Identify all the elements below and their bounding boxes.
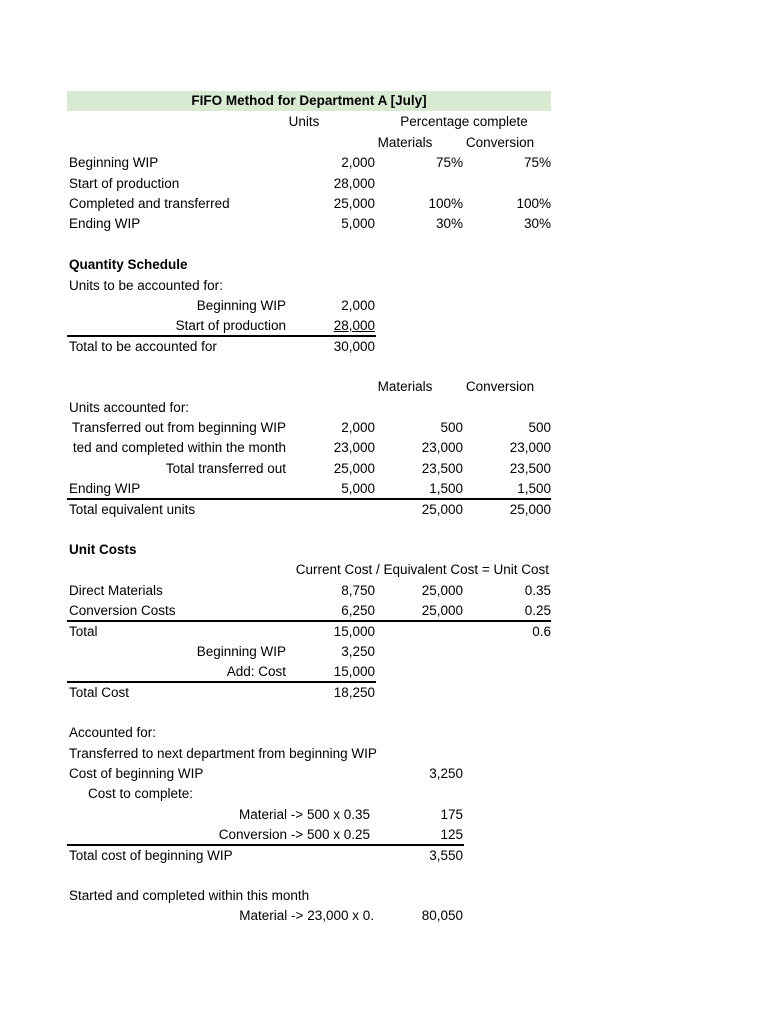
uc-total-label: Total [69, 624, 98, 639]
quantity-schedule-heading: Quantity Schedule [69, 257, 188, 272]
materials-value: 75% [435, 155, 463, 170]
conversion-value: 23,500 [509, 461, 551, 476]
total-divider [67, 335, 376, 337]
materials-header: Materials [377, 135, 433, 150]
row-label: Beginning WIP [69, 155, 159, 170]
uc-total-unit: 0.6 [532, 624, 551, 639]
materials-value: 23,500 [421, 461, 463, 476]
row-label: Direct Materials [69, 583, 163, 598]
total-cost-label: Total Cost [69, 685, 130, 700]
row-label: Ending WIP [69, 216, 141, 231]
accounted-for-heading: Accounted for: [69, 725, 157, 740]
qs-total-label: Total to be accounted for [69, 339, 217, 354]
units-accounted-label: Units accounted for: [69, 400, 190, 415]
material-calc-label: Material -> 500 x 0.35 [239, 807, 370, 822]
total-divider [67, 498, 551, 500]
started-calc-value: 80,050 [421, 908, 463, 923]
equivalent-cost-value: 25,000 [421, 583, 463, 598]
started-completed-label: Started and completed within this month [69, 888, 310, 903]
current-cost-value: 6,250 [341, 603, 375, 618]
conversion-value: 30% [523, 216, 551, 231]
units-value: 5,000 [341, 481, 375, 496]
eq-total-conversion: 25,000 [509, 502, 551, 517]
uc-beginning-wip-label: Beginning WIP [196, 644, 286, 659]
units-to-account-label: Units to be accounted for: [69, 278, 223, 293]
unit-costs-heading: Unit Costs [69, 542, 137, 557]
qs-beginning-wip-label: Beginning WIP [196, 298, 286, 313]
row-label: ted and completed within the month [72, 440, 286, 455]
uc-total-current: 15,000 [333, 624, 375, 639]
sheet-title: FIFO Method for Department A [July] [191, 93, 427, 108]
materials-value: 23,000 [421, 440, 463, 455]
row-label: Transferred out from beginning WIP [71, 420, 286, 435]
equivalent-cost-value: 25,000 [421, 603, 463, 618]
conversion-value: 500 [528, 420, 551, 435]
material-calc-value: 175 [440, 807, 463, 822]
materials-value: 1,500 [429, 481, 463, 496]
conversion-value: 75% [523, 155, 551, 170]
materials-value: 100% [428, 196, 463, 211]
units-value: 23,000 [333, 440, 375, 455]
row-label: Start of production [69, 176, 180, 191]
row-label: Total transferred out [165, 461, 286, 476]
qs-start-value: 28,000 [333, 318, 375, 333]
materials-value: 500 [440, 420, 463, 435]
conversion-value: 23,000 [509, 440, 551, 455]
percentage-complete-header: Percentage complete [400, 114, 528, 129]
total-divider [67, 844, 464, 846]
uc-add-cost-label: Add: Cost [226, 664, 286, 679]
row-label: Ending WIP [69, 481, 141, 496]
row-label: Completed and transferred [69, 196, 230, 211]
total-cost-value: 18,250 [333, 685, 375, 700]
units-value: 25,000 [333, 196, 375, 211]
units-value: 25,000 [333, 461, 375, 476]
uc-beginning-wip-value: 3,250 [341, 644, 375, 659]
row-label: Conversion Costs [69, 603, 176, 618]
materials-value: 30% [435, 216, 463, 231]
uc-add-cost-value: 15,000 [333, 664, 375, 679]
conversion-calc-label: Conversion -> 500 x 0.25 [218, 827, 370, 842]
eq-conversion-header: Conversion [465, 379, 535, 394]
qs-total-value: 30,000 [333, 339, 375, 354]
cost-bwip-value: 3,250 [429, 766, 463, 781]
eq-total-label: Total equivalent units [69, 502, 196, 517]
units-value: 2,000 [341, 420, 375, 435]
units-header: Units [288, 114, 320, 129]
units-value: 5,000 [341, 216, 375, 231]
qs-start-label: Start of production [175, 318, 286, 333]
started-calc-label: Material -> 23,000 x 0. [239, 908, 374, 923]
unit-cost-formula: Current Cost / Equivalent Cost = Unit Cost [295, 562, 549, 577]
conversion-value: 100% [516, 196, 551, 211]
total-divider [67, 681, 376, 683]
unit-cost-value: 0.25 [524, 603, 551, 618]
unit-cost-value: 0.35 [524, 583, 551, 598]
eq-total-materials: 25,000 [421, 502, 463, 517]
total-bwip-value: 3,550 [429, 848, 463, 863]
eq-materials-header: Materials [377, 379, 433, 394]
total-bwip-label: Total cost of beginning WIP [69, 848, 233, 863]
cost-to-complete-label: Cost to complete: [88, 786, 194, 801]
units-value: 28,000 [333, 176, 375, 191]
conversion-calc-value: 125 [440, 827, 463, 842]
total-divider [67, 620, 551, 622]
current-cost-value: 8,750 [341, 583, 375, 598]
units-value: 2,000 [341, 155, 375, 170]
qs-beginning-wip-value: 2,000 [341, 298, 375, 313]
conversion-header: Conversion [465, 135, 535, 150]
transferred-from-bwip-label: Transferred to next department from beginning WIP [69, 746, 377, 761]
conversion-value: 1,500 [517, 481, 551, 496]
cost-bwip-label: Cost of beginning WIP [69, 766, 204, 781]
